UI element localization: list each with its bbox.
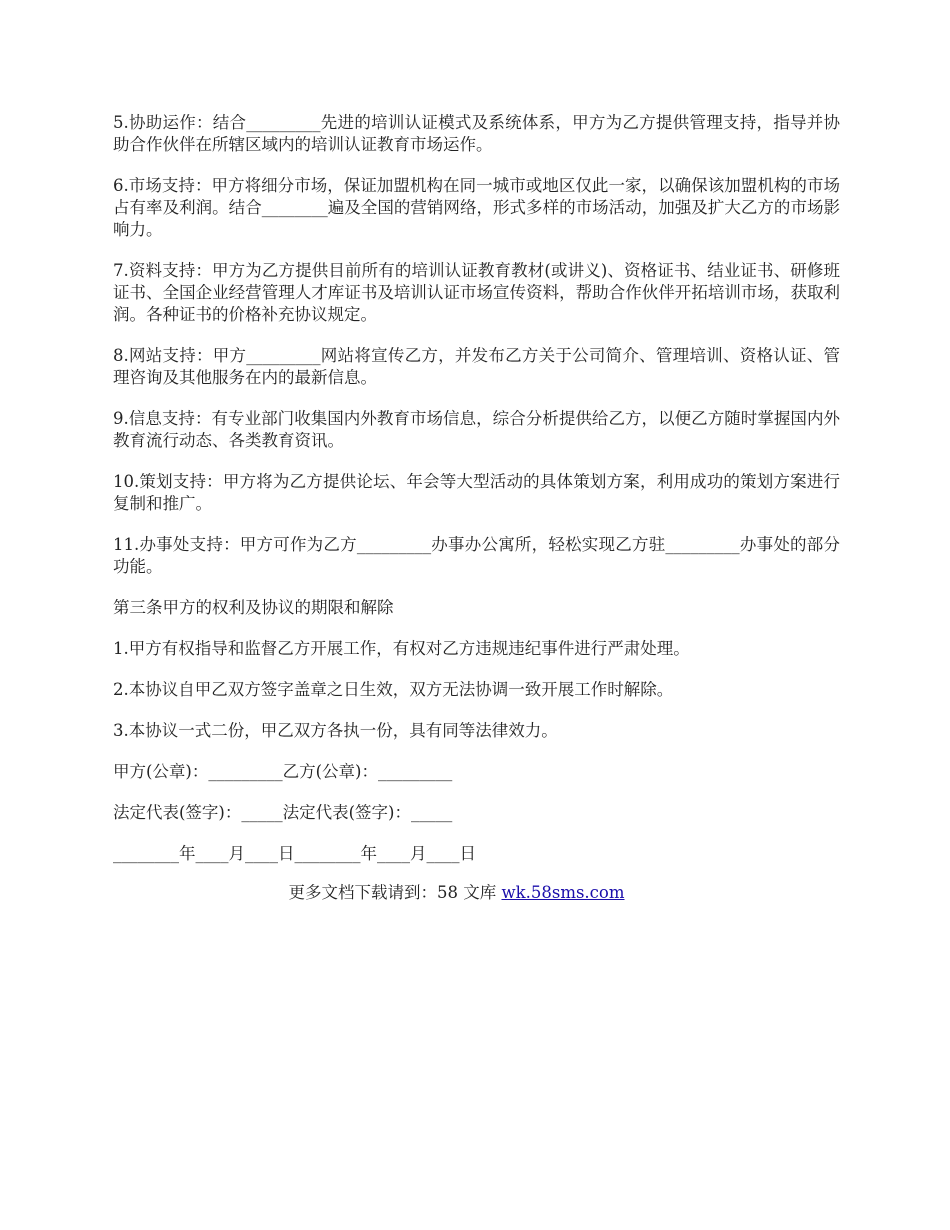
clause-7-materials-support: 7.资料支持：甲方为乙方提供目前所有的培训认证教育教材(或讲义)、资格证书、结业证书、研修班证书、全国企业经营管理人才库证书及培训认证市场宣传资料，帮助合作伙伴开拓培训市场，获取利润。各种证书的价格补充协议规定。 [113,261,840,324]
footer-prefix-text: 更多文档下载请到：58 文库 [288,883,502,902]
clause-6-market-support: 6.市场支持：甲方将细分市场，保证加盟机构在同一城市或地区仅此一家，以确保该加盟机构的市场占有率及利润。结合________遍及全国的营销网络，形式多样的市场活动，加强及扩大乙方的市场影响力。 [113,176,840,239]
clause-11-office-support: 11.办事处支持：甲方可作为乙方_________办事办公寓所，轻松实现乙方驻_________办事处的部分功能。 [113,535,840,576]
article-3-heading: 第三条甲方的权利及协议的期限和解除 [113,598,394,617]
clause-5-assist-operation: 5.协助运作：结合_________先进的培训认证模式及系统体系，甲方为乙方提供管理支持，指导并协助合作伙伴在所辖区域内的培训认证教育市场运作。 [113,113,840,154]
signature-line: 法定代表(签字)：_____法定代表(签字)：_____ [113,803,453,822]
article-3-item-3: 3.本协议一式二份，甲乙双方各执一份，具有同等法律效力。 [113,721,558,740]
seal-line: 甲方(公章)：_________乙方(公章)：_________ [113,762,453,781]
date-line: ________年____月____日________年____月____日 [113,844,476,863]
article-3-item-1: 1.甲方有权指导和监督乙方开展工作，有权对乙方违规违纪事件进行严肃处理。 [113,639,690,658]
clause-10-planning-support: 10.策划支持：甲方将为乙方提供论坛、年会等大型活动的具体策划方案，利用成功的策划方案进行复制和推广。 [113,472,840,513]
document-body [113,112,840,904]
clause-9-information-support: 9.信息支持：有专业部门收集国内外教育市场信息，综合分析提供给乙方，以便乙方随时掌握国内外教育流行动态、各类教育资讯。 [113,409,840,450]
article-3-item-2: 2.本协议自甲乙双方签字盖章之日生效，双方无法协调一致开展工作时解除。 [113,680,674,699]
clause-8-website-support: 8.网站支持：甲方_________网站将宣传乙方，并发布乙方关于公司简介、管理培训、资格认证、管理咨询及其他服务在内的最新信息。 [113,346,840,387]
footer-site-link[interactable]: wk.58sms.com [501,883,625,902]
footer-download-note [113,882,840,904]
